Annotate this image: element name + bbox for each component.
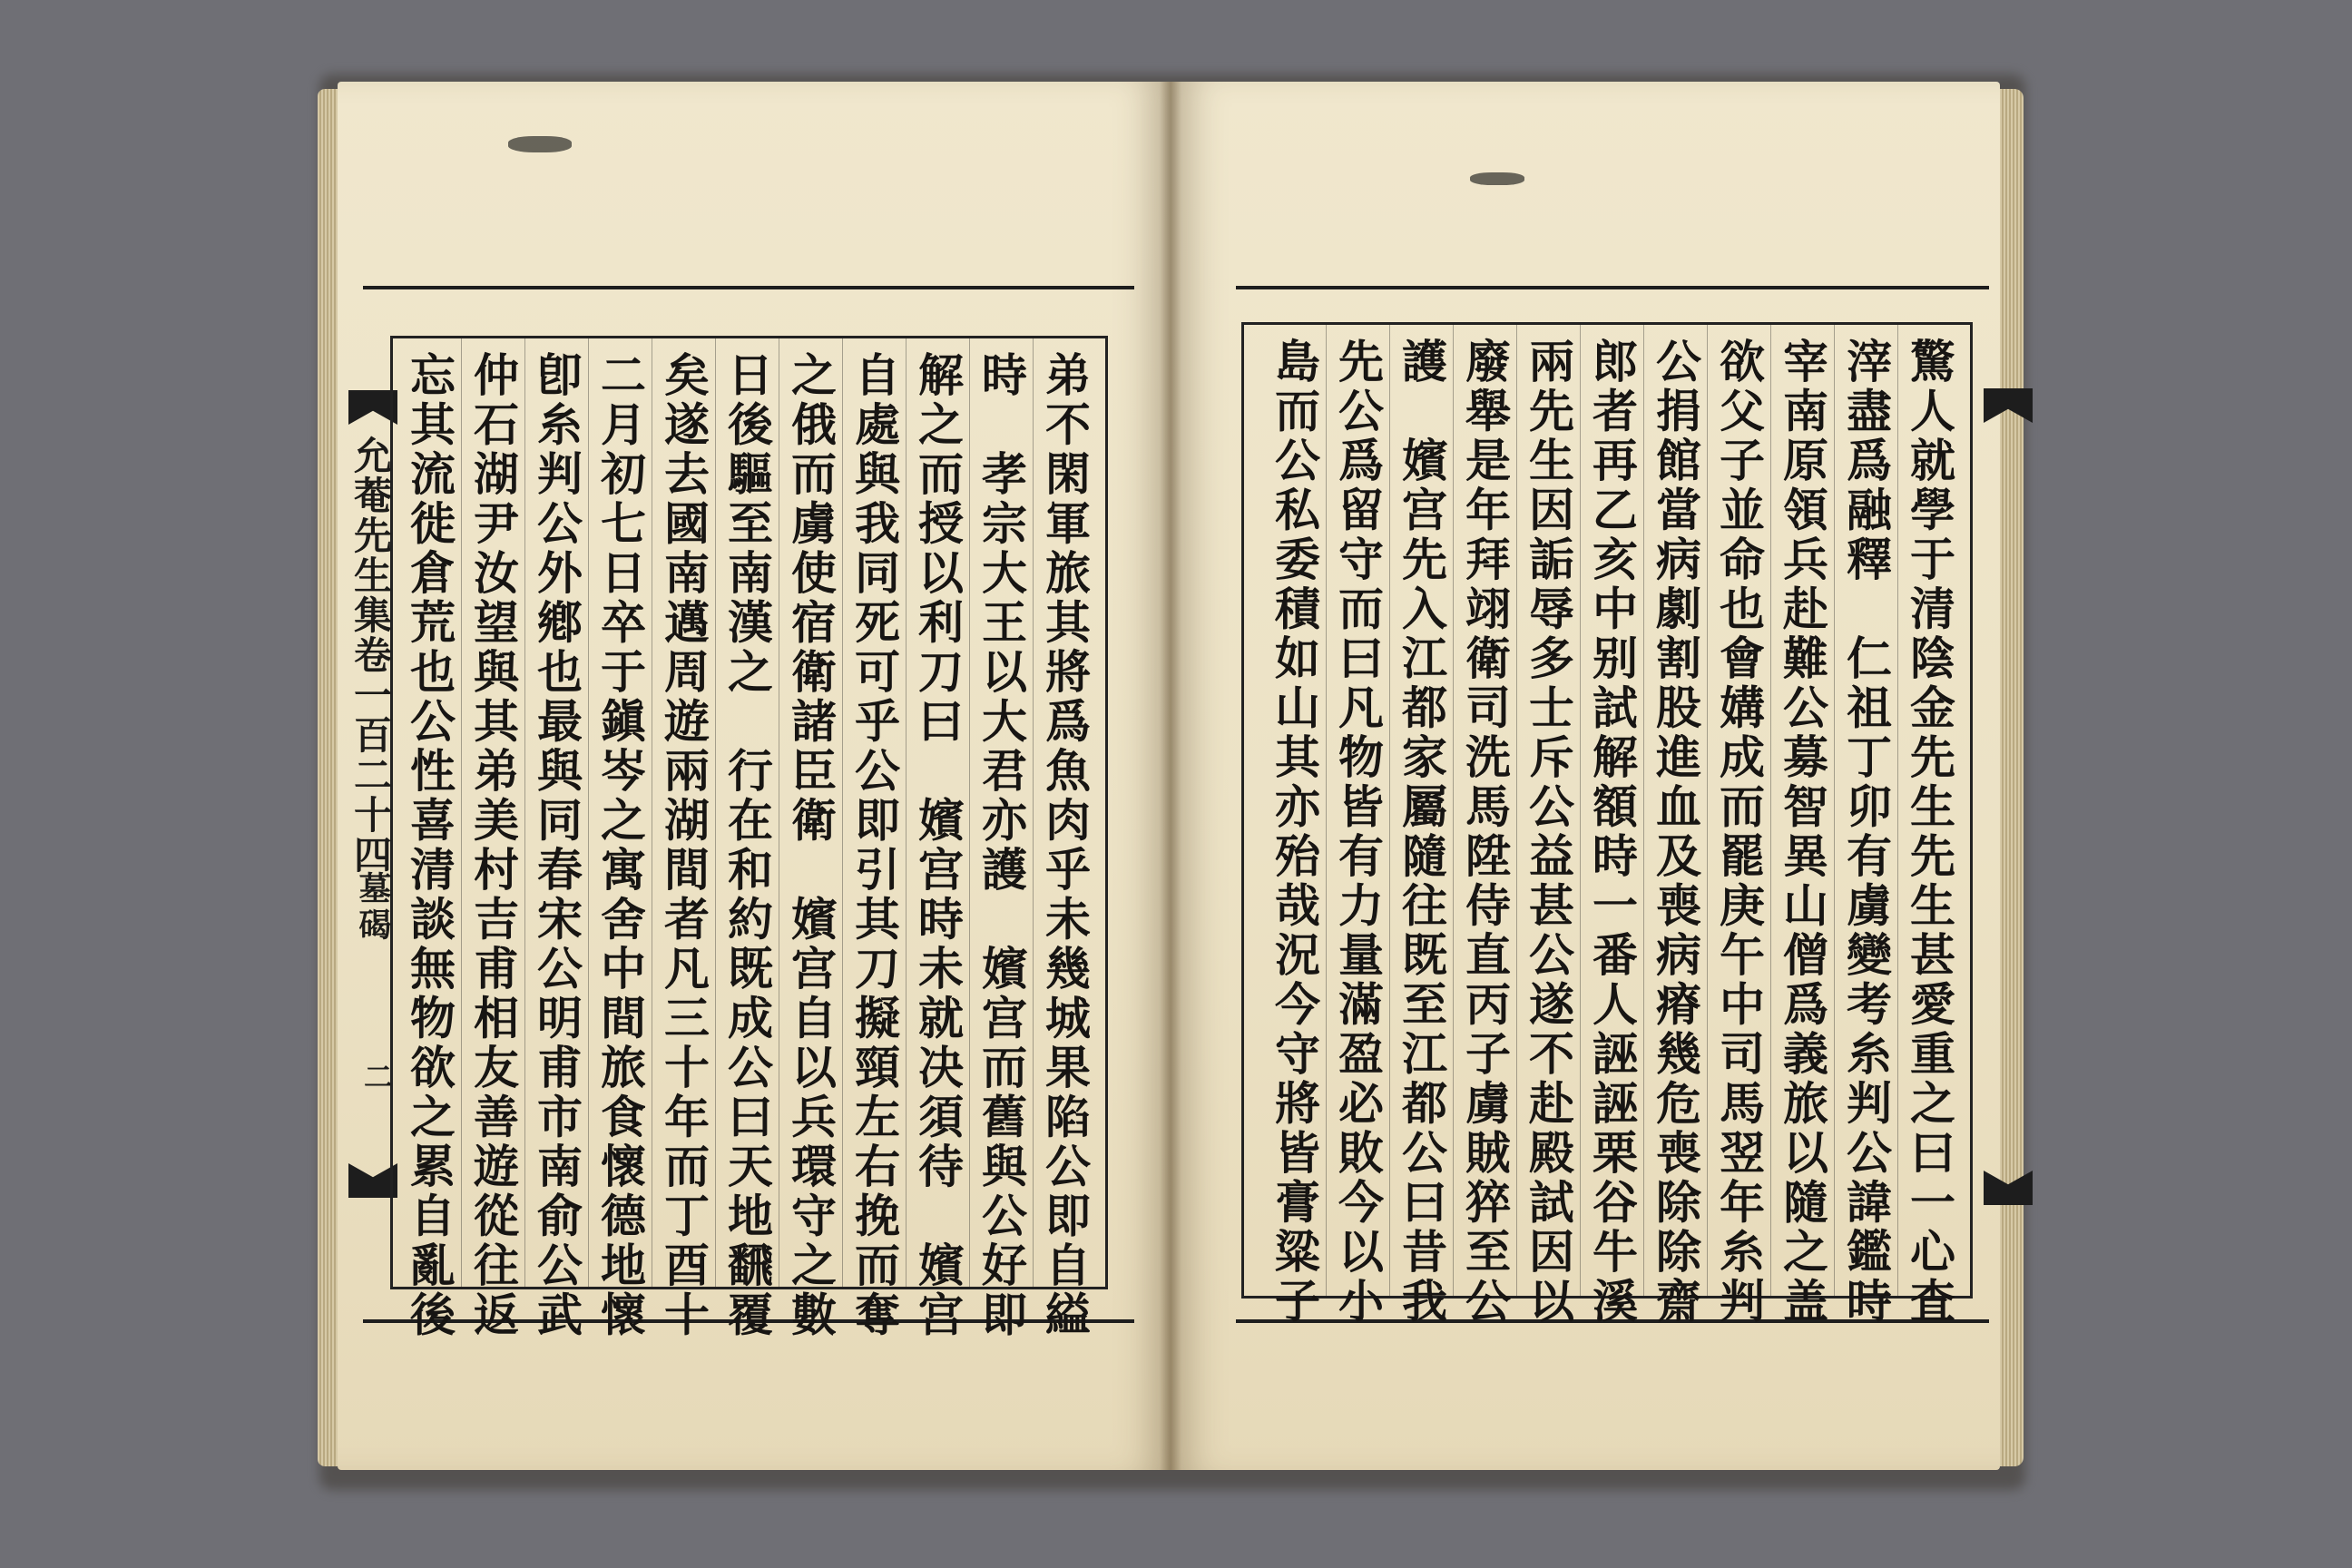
text-column: 忘其流徙倉荒也公性喜清談無物欲之累自亂後 — [403, 351, 456, 1340]
text-column: 日後驅至南漢之 行在和約既成公曰天地飜覆 — [720, 351, 774, 1340]
text-column: 護 嬪宫先入江都家屬隨往既至江都公曰昔我 — [1395, 338, 1448, 1327]
column-rule — [588, 338, 589, 1287]
ink-smudge — [508, 136, 572, 152]
column-rule — [1389, 325, 1390, 1296]
text-column: 先公爲留守而曰凡物皆有力量滿盈必敗今以小 — [1331, 338, 1385, 1327]
column-rule — [461, 338, 462, 1287]
column-rule — [1707, 325, 1708, 1296]
text-column: 欲父子並命也會媾成而罷庚午中司馬翌年糸判 — [1712, 338, 1766, 1327]
text-column: 矣遂去國南邁周遊兩湖間者凡三十年而丁酉十 — [657, 351, 710, 1340]
left-text-block — [390, 336, 1108, 1340]
text-column: 驚人就學于清陰金先生先生甚愛重之曰一心査 — [1903, 338, 1956, 1327]
text-column: 公捐館當病劇割股進血及喪病瘠幾危喪除除齋 — [1649, 338, 1702, 1327]
column-rule — [1453, 325, 1454, 1296]
text-column: 仲石湖尹汝望與其弟美村吉甫相友善遊從往返 — [466, 351, 520, 1340]
column-rule — [1897, 325, 1898, 1296]
banxin-title — [343, 436, 397, 875]
text-column: 時 孝宗大王以大君亦護 嬪宫而舊與公好即 — [975, 351, 1028, 1340]
text-column: 弟不閑軍旅其將爲魚肉乎未幾城果陷公即自縊 — [1038, 351, 1092, 1340]
book-gutter — [1160, 82, 1181, 1470]
text-column: 自處與我同死可乎公即引其刀擬頸左右挽而奪 — [848, 351, 901, 1340]
ink-smudge — [1470, 172, 1524, 185]
text-column: 島而公私委積如山其亦殆哉況今守將皆膏粱子 — [1268, 338, 1321, 1327]
right-text-block — [1241, 322, 1973, 1327]
column-rule — [842, 338, 843, 1287]
text-column: 廢舉是年拜翊衛司洗馬陞侍直丙子虜賊猝至公 — [1458, 338, 1512, 1327]
banxin-leaf-number: 二 — [359, 1062, 394, 1091]
column-rule — [1643, 325, 1644, 1296]
banxin-book-title: 允菴先生集卷一 — [348, 436, 393, 715]
banxin-section: 墓碣 — [354, 871, 392, 944]
column-rule — [1834, 325, 1835, 1296]
text-column: 之俄而虜使宿衛諸臣衛 嬪宫自以兵環守之數 — [784, 351, 838, 1340]
column-rule — [1580, 325, 1581, 1296]
column-rule — [524, 338, 525, 1287]
column-rule — [1326, 325, 1327, 1296]
text-column: 宰南原領兵赴難公募智異山僧爲義旅以隨之盖 — [1776, 338, 1829, 1327]
column-rule — [1033, 338, 1034, 1287]
text-column: 郎者再乙亥中别試解額時一番人誣誣栗谷牛溪 — [1585, 338, 1639, 1327]
column-rule — [1770, 325, 1771, 1296]
banxin-page-number: 百二十四 — [348, 715, 393, 875]
text-column: 解之而授以利刀曰 嬪宫時未就决須待 嬪宫 — [911, 351, 965, 1340]
text-column: 兩先生因詬辱多士斥公益甚公遂不赴殿試因以 — [1522, 338, 1575, 1327]
text-column: 滓盡爲融釋 仁祖丁卯有虜變考糸判公諱鑑時 — [1839, 338, 1893, 1327]
column-rule — [1516, 325, 1517, 1296]
text-column: 二月初七日卒于鎭岑之寓舍中間旅食懷德地懷 — [593, 351, 647, 1340]
column-rule — [715, 338, 716, 1287]
text-column: 卽糸判公外鄕也最與同春宋公明甫市南俞公武 — [530, 351, 583, 1340]
column-rule — [969, 338, 970, 1287]
